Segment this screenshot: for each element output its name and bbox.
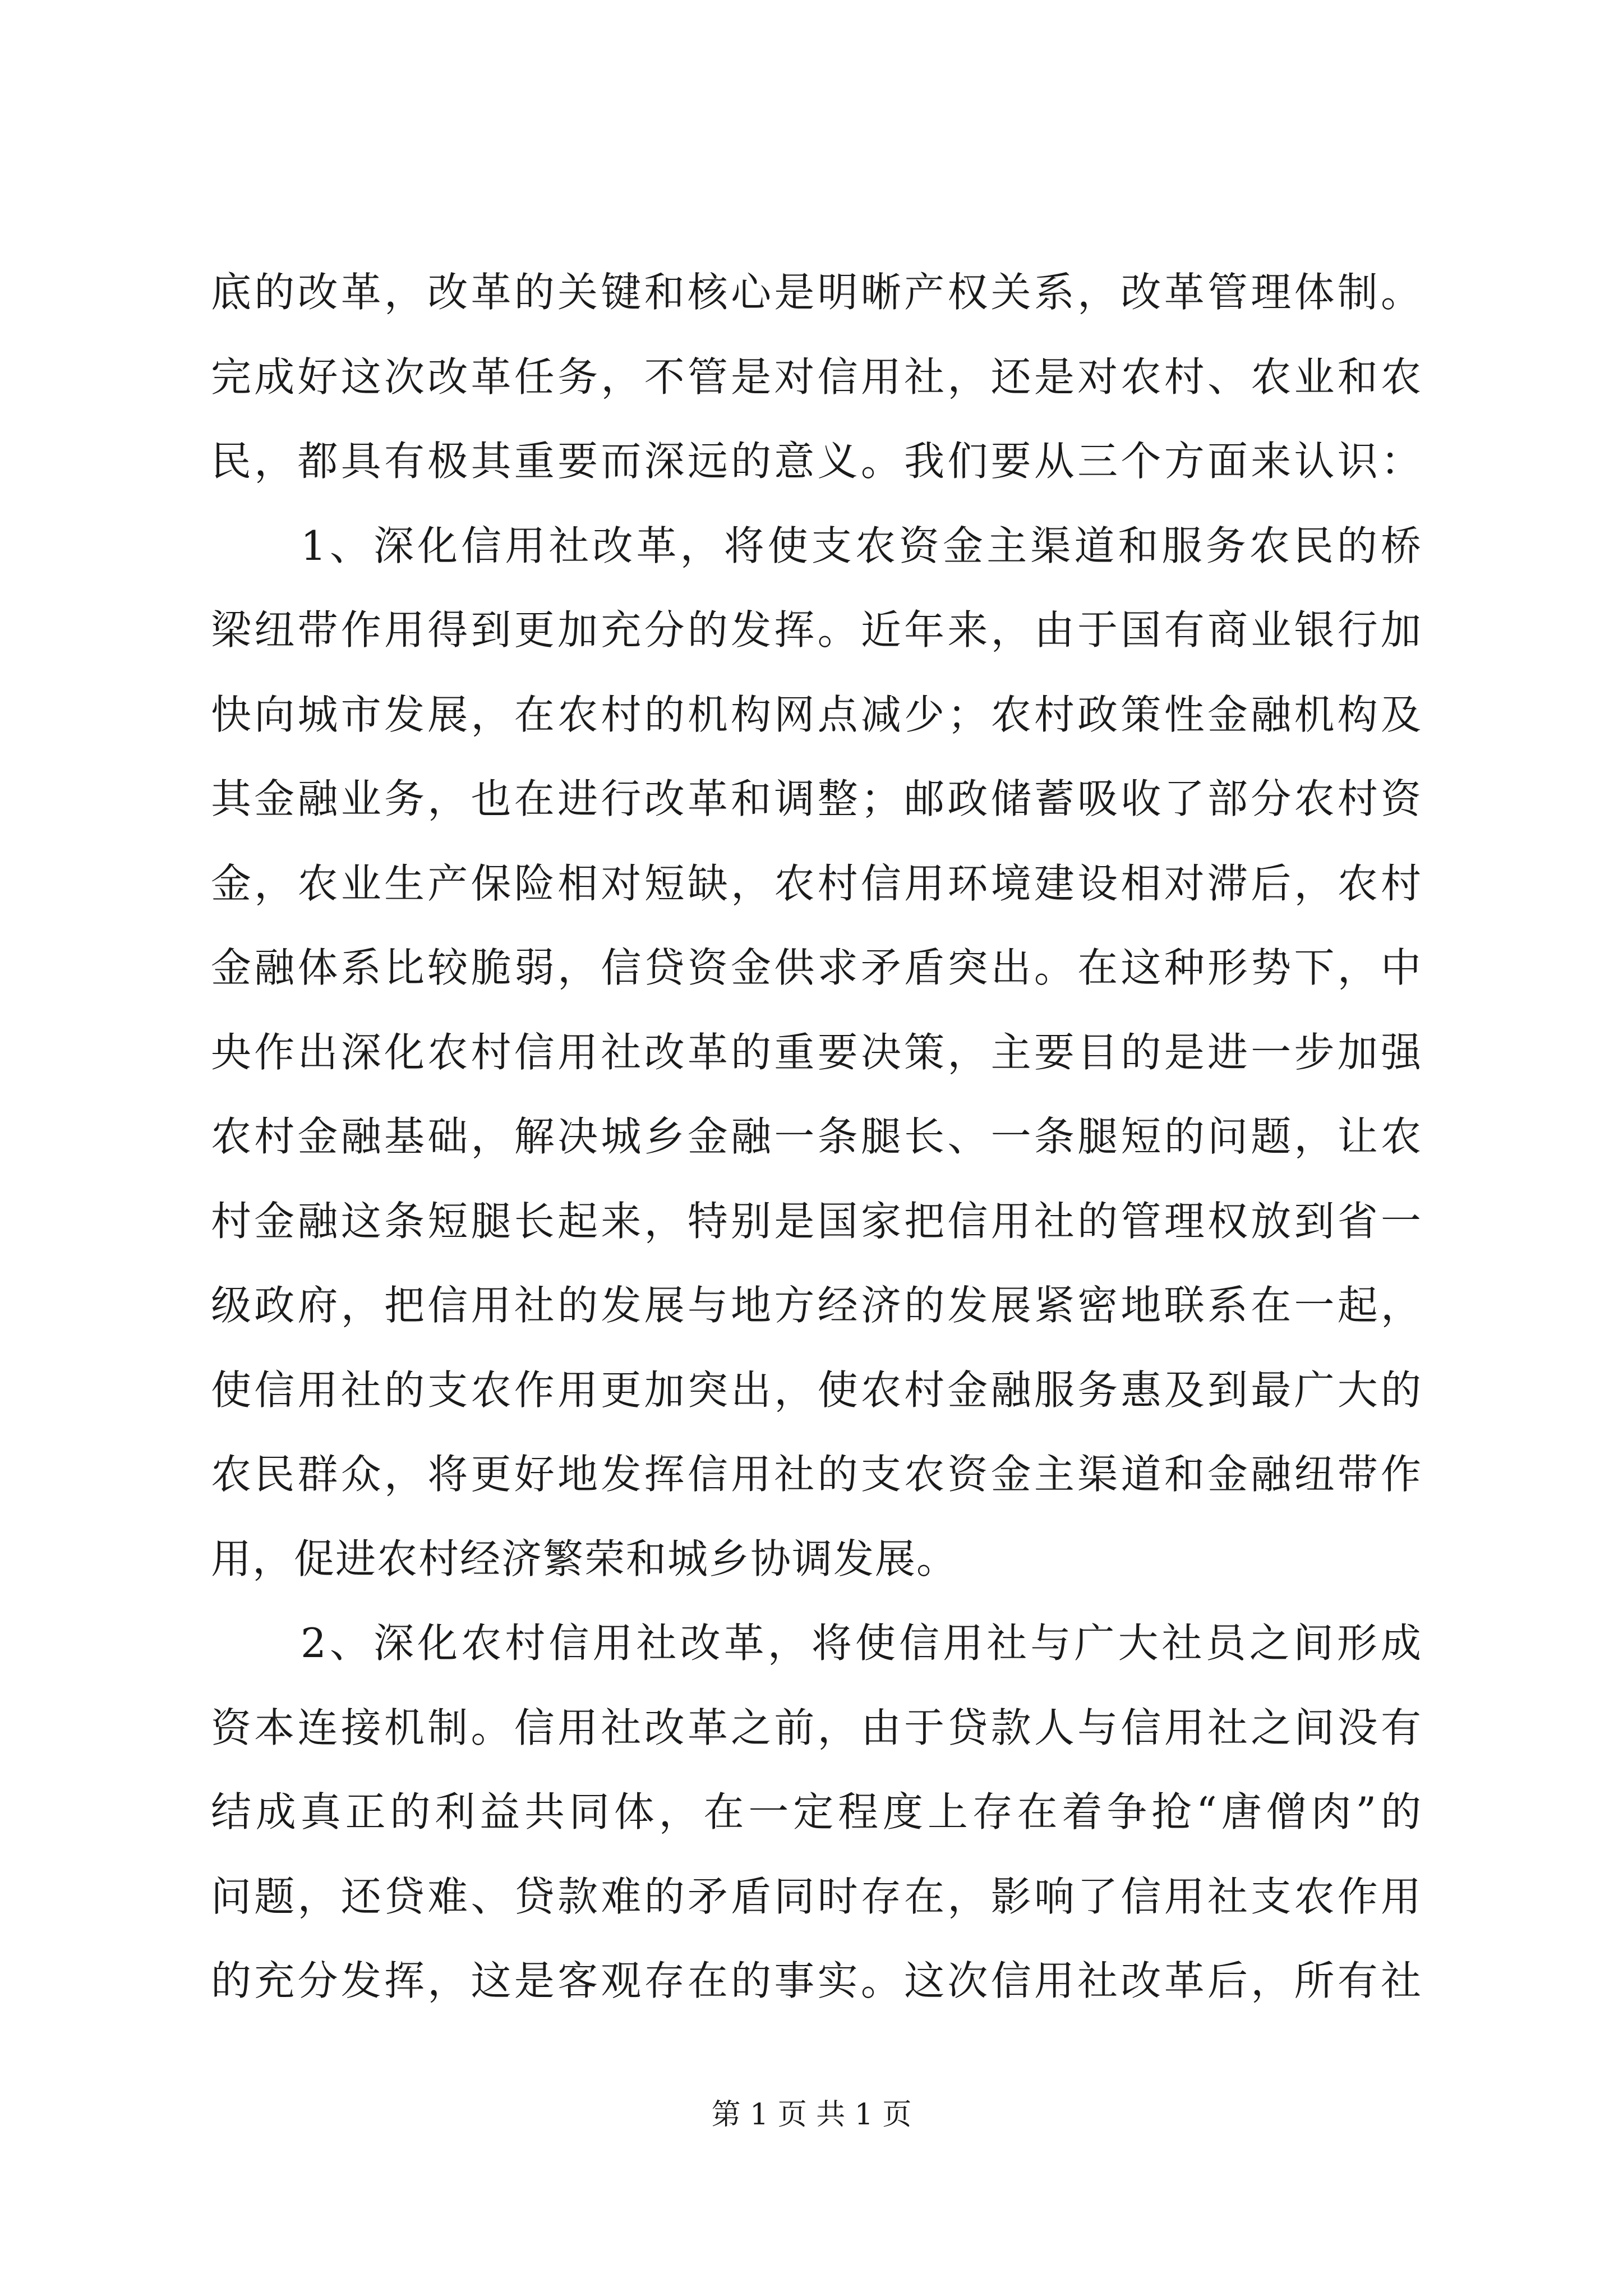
text-line: 金，农业生产保险相对短缺，农村信用环境建设相对滞后，农村 (211, 859, 1422, 907)
text-line: 级政府，把信用社的发展与地方经济的发展紧密地联系在一起， (211, 1282, 1422, 1329)
text-line: 民，都具有极其重要而深远的意义。我们要从三个方面来认识： (211, 438, 1422, 485)
text-line: 快向城市发展，在农村的机构网点减少；农村政策性金融机构及 (211, 691, 1422, 738)
paragraph-end-line: 用，促进农村经济繁荣和城乡协调发展。 (211, 1535, 958, 1582)
text-line: 央作出深化农村信用社改革的重要决策，主要目的是进一步加强 (211, 1028, 1422, 1076)
text-line: 村金融这条短腿长起来，特别是国家把信用社的管理权放到省一 (211, 1197, 1422, 1245)
text-line: 使信用社的支农作用更加突出，使农村金融服务惠及到最广大的 (211, 1366, 1422, 1414)
text-line: 的充分发挥，这是客观存在的事实。这次信用社改革后，所有社 (211, 1957, 1422, 2004)
text-line: 农村金融基础，解决城乡金融一条腿长、一条腿短的问题，让农 (211, 1113, 1422, 1160)
text-line: 农民群众，将更好地发挥信用社的支农资金主渠道和金融纽带作 (211, 1451, 1422, 1498)
text-line: 底的改革，改革的关键和核心是明晰产权关系，改革管理体制。 (211, 269, 1422, 316)
body-text (211, 250, 1422, 2023)
text-line: 问题，还贷难、贷款难的矛盾同时存在，影响了信用社支农作用 (211, 1872, 1422, 1920)
paragraph-start-line: 2、深化农村信用社改革，将使信用社与广大社员之间形成 (301, 1619, 1422, 1667)
text-line: 资本连接机制。信用社改革之前，由于贷款人与信用社之间没有 (211, 1704, 1422, 1751)
page-footer (0, 2092, 1623, 2137)
text-line: 梁纽带作用得到更加充分的发挥。近年来，由于国有商业银行加 (211, 606, 1422, 654)
text-line: 其金融业务，也在进行改革和调整；邮政储蓄吸收了部分农村资 (211, 775, 1422, 822)
text-line: 金融体系比较脆弱，信贷资金供求矛盾突出。在这种形势下，中 (211, 944, 1422, 991)
text-line: 完成好这次改革任务，不管是对信用社，还是对农村、农业和农 (211, 353, 1422, 401)
page-number-label: 第 1 页 共 1 页 (711, 2098, 912, 2132)
text-line: 结成真正的利益共同体，在一定程度上存在着争抢“唐僧肉”的 (211, 1788, 1422, 1835)
paragraph-start-line: 1、深化信用社改革，将使支农资金主渠道和服务农民的桥 (301, 522, 1422, 569)
